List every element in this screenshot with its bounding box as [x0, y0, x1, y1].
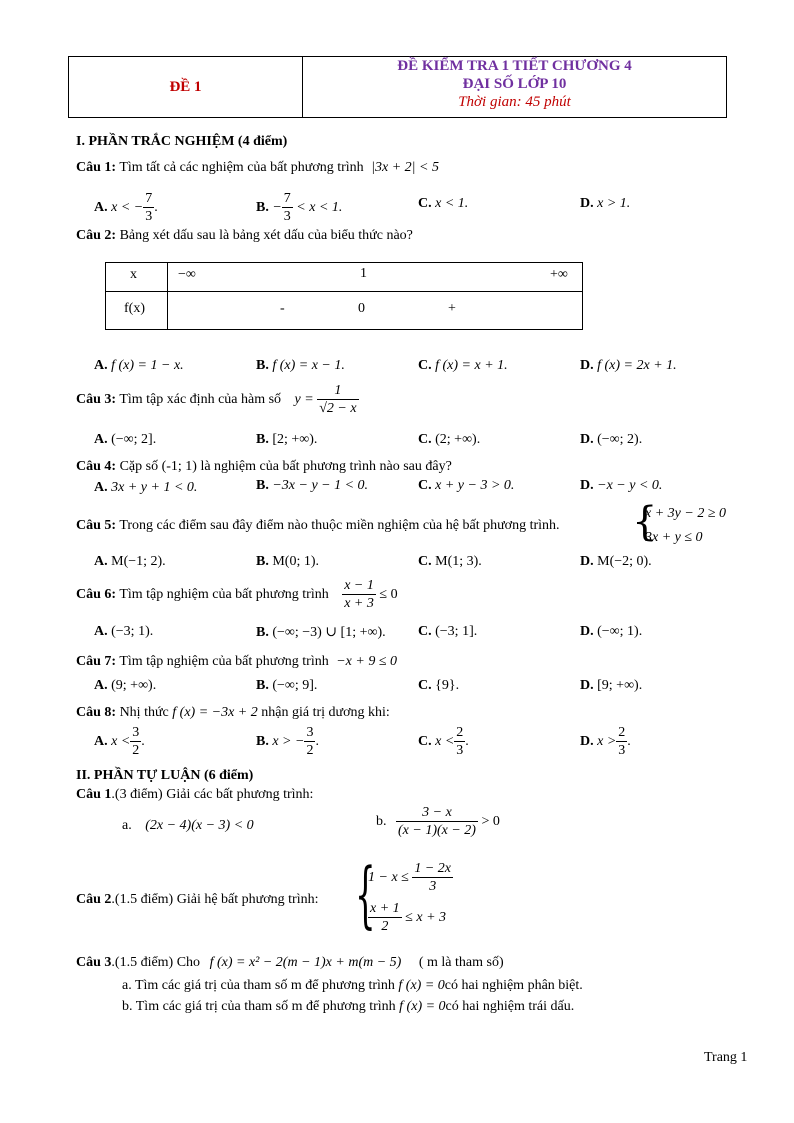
q2-option-c: C. f (x) = x + 1.: [418, 358, 508, 373]
q2-option-b: B. f (x) = x − 1.: [256, 358, 345, 373]
essay-1: Câu 1.(3 điểm) Giải các bất phương trình:: [76, 787, 314, 802]
q6-option-b: B. (−∞; −3) ∪ [1; +∞).: [256, 625, 386, 640]
essay-2-line2: $\frac{x + 1}{2}$ ≤ x + 3: [370, 901, 447, 934]
q3-option-b: B. [2; +∞).: [256, 432, 318, 447]
table-zero: 0: [358, 301, 365, 316]
q1-option-d: D. x > 1.: [580, 196, 631, 211]
essay-1a: a. (2x − 4)(x − 3) < 0: [122, 818, 254, 833]
sign-table: [105, 262, 583, 330]
q5-system-line1: x + 3y − 2 ≥ 0: [645, 506, 727, 521]
question-2: Câu 2: Bảng xét dấu sau là bảng xét dấu của biểu thức nào?: [76, 228, 413, 243]
question-4: Câu 4: Cặp số (-1; 1) là nghiệm của bất phương trình nào sau đây?: [76, 459, 452, 474]
q8-option-c: C. x < $\frac{2}{3}$ .: [418, 725, 469, 758]
q5-system-line2: 3x + y ≤ 0: [645, 530, 703, 545]
essay-2-line1: 1 − x ≤ $\frac{1 - 2x}{3}$: [368, 861, 452, 894]
q6-option-d: D. (−∞; 1).: [580, 624, 643, 639]
exam-title-line2: ĐẠI SỐ LỚP 10: [462, 76, 567, 92]
q7-option-a: A. (9; +∞).: [94, 678, 157, 693]
table-sign-positive: +: [448, 301, 456, 316]
table-header-x: x: [130, 267, 137, 282]
q8-option-d: D. x > $\frac{2}{3}$ .: [580, 725, 631, 758]
table-sign-negative: -: [280, 301, 285, 316]
table-pos-inf: +∞: [550, 267, 568, 282]
essay-2: Câu 2.(1.5 điểm) Giải hệ bất phương trình:: [76, 892, 319, 907]
q5-option-c: C. M(1; 3).: [418, 554, 482, 569]
q7-option-d: D. [9; +∞).: [580, 678, 643, 693]
exam-title-line1: ĐỀ KIỂM TRA 1 TIẾT CHƯƠNG 4: [397, 58, 632, 74]
q6-option-c: C. (−3; 1].: [418, 624, 478, 639]
essay-1b: b. $\frac{3 - x}{(x - 1)(x - 2)}$ > 0: [376, 805, 500, 838]
q1-option-b: B. − $\frac{7}{3}$ < x < 1.: [256, 191, 343, 224]
q5-option-b: B. M(0; 1).: [256, 554, 320, 569]
essay-3a: a. Tìm các giá trị của tham số m để phương trình f (x) = 0có hai nghiệm phân biệt.: [122, 978, 583, 993]
essay-3: Câu 3.(1.5 điểm) Cho f (x) = x² − 2(m − 1)x + m(m − 5) ( m là tham số): [76, 955, 504, 970]
page-number: Trang 1: [704, 1050, 748, 1065]
q8-option-b: B. x > − $\frac{3}{2}$ .: [256, 725, 319, 758]
q5-brace: {: [632, 499, 658, 545]
header-box: [68, 56, 727, 118]
q1-text: Tìm tất cả các nghiệm của bất phương trình: [119, 160, 364, 175]
q5-option-a: A. M(−1; 2).: [94, 554, 166, 569]
q8-option-a: A. x < $\frac{3}{2}$ .: [94, 725, 145, 758]
q5-option-d: D. M(−2; 0).: [580, 554, 652, 569]
table-neg-inf: −∞: [178, 267, 196, 282]
exam-code-cell: [69, 57, 303, 117]
table-root: 1: [360, 266, 367, 281]
q4-option-b: B. −3x − y − 1 < 0.: [256, 478, 369, 493]
q4-option-a: A. 3x + y + 1 < 0.: [94, 480, 198, 495]
q1-option-c: C. x < 1.: [418, 196, 469, 211]
question-8: Câu 8: Nhị thức f (x) = −3x + 2 nhận giá trị dương khi:: [76, 705, 390, 720]
q3-option-d: D. (−∞; 2).: [580, 432, 643, 447]
q2-option-a: A. f (x) = 1 − x.: [94, 358, 184, 373]
q3-fraction: $\frac{1}{√2 - x}$: [319, 383, 357, 416]
q3-option-a: A. (−∞; 2].: [94, 432, 157, 447]
q1-expr: |3x + 2| < 5: [371, 160, 439, 175]
table-header-fx: f(x): [124, 301, 145, 316]
essay-3b: b. Tìm các giá trị của tham số m để phương trình f (x) = 0có hai nghiệm trái dấu.: [122, 999, 575, 1014]
exam-code: ĐỀ 1: [169, 79, 202, 95]
q4-option-c: C. x + y − 3 > 0.: [418, 478, 515, 493]
q4-option-d: D. −x − y < 0.: [580, 478, 663, 493]
q1-a-fraction: $\frac{7}{3}$: [145, 191, 153, 224]
q7-option-c: C. {9}.: [418, 678, 460, 693]
question-7: Câu 7: Tìm tập nghiệm của bất phương trình −x + 9 ≤ 0: [76, 654, 398, 669]
question-1: [76, 160, 439, 176]
q2-option-d: D. f (x) = 2x + 1.: [580, 358, 677, 373]
question-6: Câu 6: Tìm tập nghiệm của bất phương trình $\frac{x - 1}{x + 3}$ ≤ 0: [76, 578, 398, 611]
q6-fraction: $\frac{x - 1}{x + 3}$: [344, 578, 374, 611]
part2-title: II. PHẦN TỰ LUẬN (6 điểm): [76, 768, 254, 783]
q6-option-a: A. (−3; 1).: [94, 624, 154, 639]
q7-option-b: B. (−∞; 9].: [256, 678, 318, 693]
question-3: Câu 3: Tìm tập xác định của hàm số y = $\frac{1}{√2 - x}$: [76, 383, 357, 416]
question-5: Câu 5: Trong các điểm sau đây điểm nào thuộc miền nghiệm của hệ bất phương trình.: [76, 518, 560, 533]
essay-2-brace: {: [355, 852, 376, 936]
exam-title-cell: [303, 57, 726, 117]
part1-title: I. PHẦN TRẮC NGHIỆM (4 điểm): [76, 134, 288, 149]
q1-label: Câu 1:: [76, 160, 117, 175]
q3-option-c: C. (2; +∞).: [418, 432, 481, 447]
q1-option-a: A. x < − $\frac{7}{3}$ .: [94, 191, 158, 224]
exam-time: Thời gian: 45 phút: [458, 94, 571, 110]
